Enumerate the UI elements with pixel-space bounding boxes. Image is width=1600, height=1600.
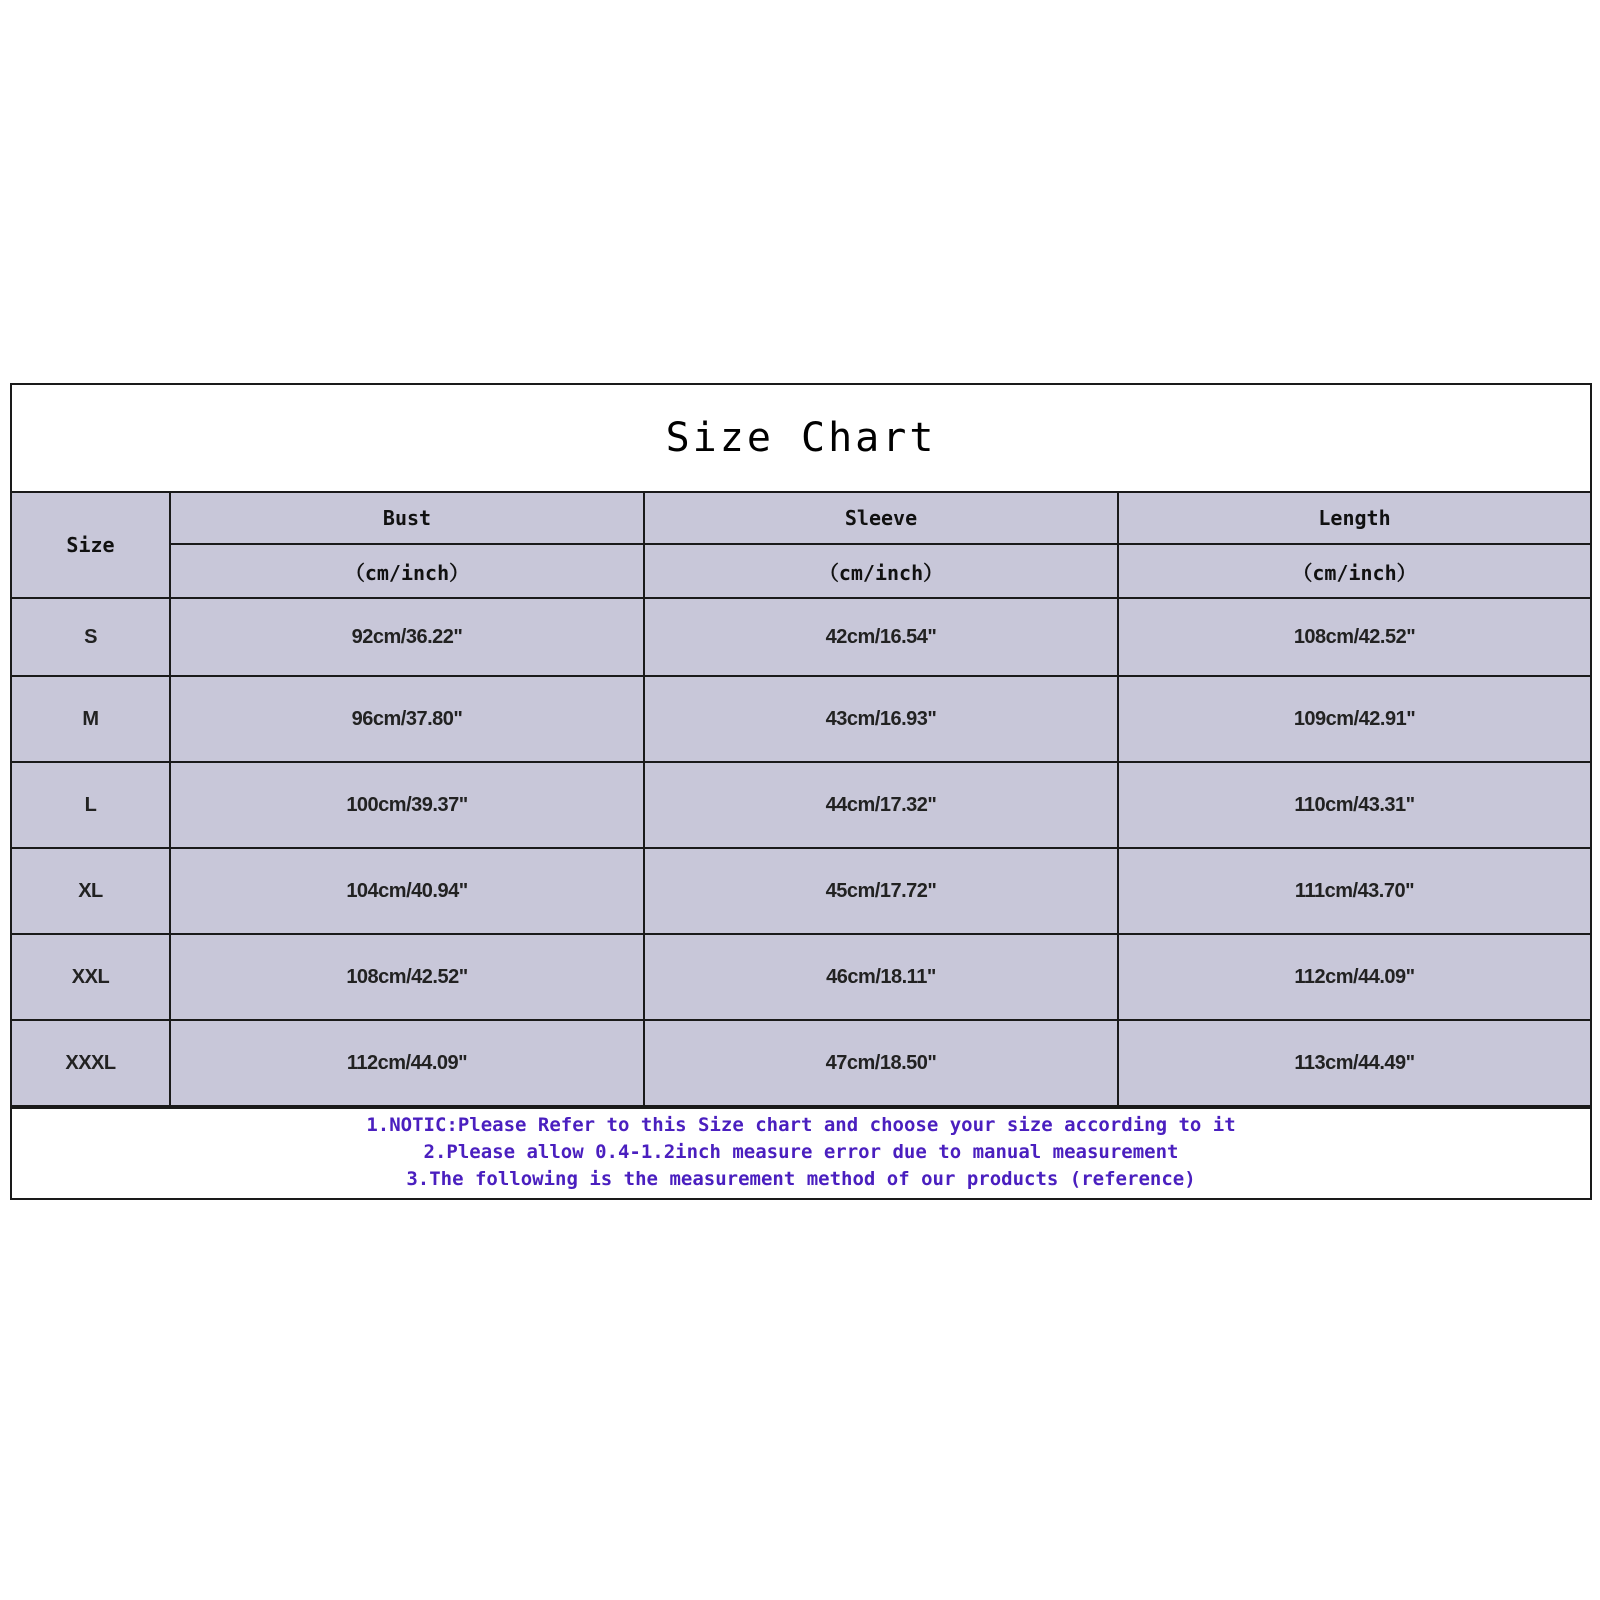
measurement-notes	[12, 1107, 1590, 1198]
table-row	[12, 762, 1590, 848]
unit-row	[12, 544, 1590, 598]
size-cell: M	[12, 676, 170, 762]
sleeve-cell: 42cm/16.54"	[644, 598, 1118, 676]
bust-cell: 104cm/40.94"	[170, 848, 644, 934]
size-table	[12, 493, 1590, 1107]
sleeve-cell: 47cm/18.50"	[644, 1020, 1118, 1106]
size-cell: S	[12, 598, 170, 676]
title-row	[12, 385, 1590, 493]
chart-title: Size Chart	[665, 415, 937, 461]
size-column-header: Size	[12, 493, 170, 598]
size-cell: L	[12, 762, 170, 848]
sleeve-cell: 44cm/17.32"	[644, 762, 1118, 848]
bust-cell: 92cm/36.22"	[170, 598, 644, 676]
table-row	[12, 676, 1590, 762]
length-cell: 109cm/42.91"	[1118, 676, 1590, 762]
sleeve-cell: 46cm/18.11"	[644, 934, 1118, 1020]
bust-cell: 100cm/39.37"	[170, 762, 644, 848]
table-row	[12, 598, 1590, 676]
table-row	[12, 1020, 1590, 1106]
length-unit-label: （cm/inch）	[1118, 544, 1590, 598]
header-row	[12, 493, 1590, 544]
size-chart	[10, 383, 1592, 1200]
note-line: 2.Please allow 0.4-1.2inch measure error due to manual measurement	[423, 1141, 1179, 1163]
note-line: 1.NOTIC:Please Refer to this Size chart and choose your size according to it	[366, 1114, 1236, 1136]
length-cell: 110cm/43.31"	[1118, 762, 1590, 848]
table-row	[12, 848, 1590, 934]
size-cell: XXXL	[12, 1020, 170, 1106]
table-row	[12, 934, 1590, 1020]
length-cell: 108cm/42.52"	[1118, 598, 1590, 676]
length-column-header: Length	[1118, 493, 1590, 544]
size-cell: XXL	[12, 934, 170, 1020]
bust-column-header: Bust	[170, 493, 644, 544]
sleeve-cell: 43cm/16.93"	[644, 676, 1118, 762]
sleeve-unit-label: （cm/inch）	[644, 544, 1118, 598]
length-cell: 111cm/43.70"	[1118, 848, 1590, 934]
length-cell: 112cm/44.09"	[1118, 934, 1590, 1020]
bust-cell: 108cm/42.52"	[170, 934, 644, 1020]
length-cell: 113cm/44.49"	[1118, 1020, 1590, 1106]
bust-cell: 112cm/44.09"	[170, 1020, 644, 1106]
sleeve-column-header: Sleeve	[644, 493, 1118, 544]
bust-unit-label: （cm/inch）	[170, 544, 644, 598]
bust-cell: 96cm/37.80"	[170, 676, 644, 762]
size-cell: XL	[12, 848, 170, 934]
note-line: 3.The following is the measurement method of our products (reference)	[406, 1168, 1196, 1190]
sleeve-cell: 45cm/17.72"	[644, 848, 1118, 934]
